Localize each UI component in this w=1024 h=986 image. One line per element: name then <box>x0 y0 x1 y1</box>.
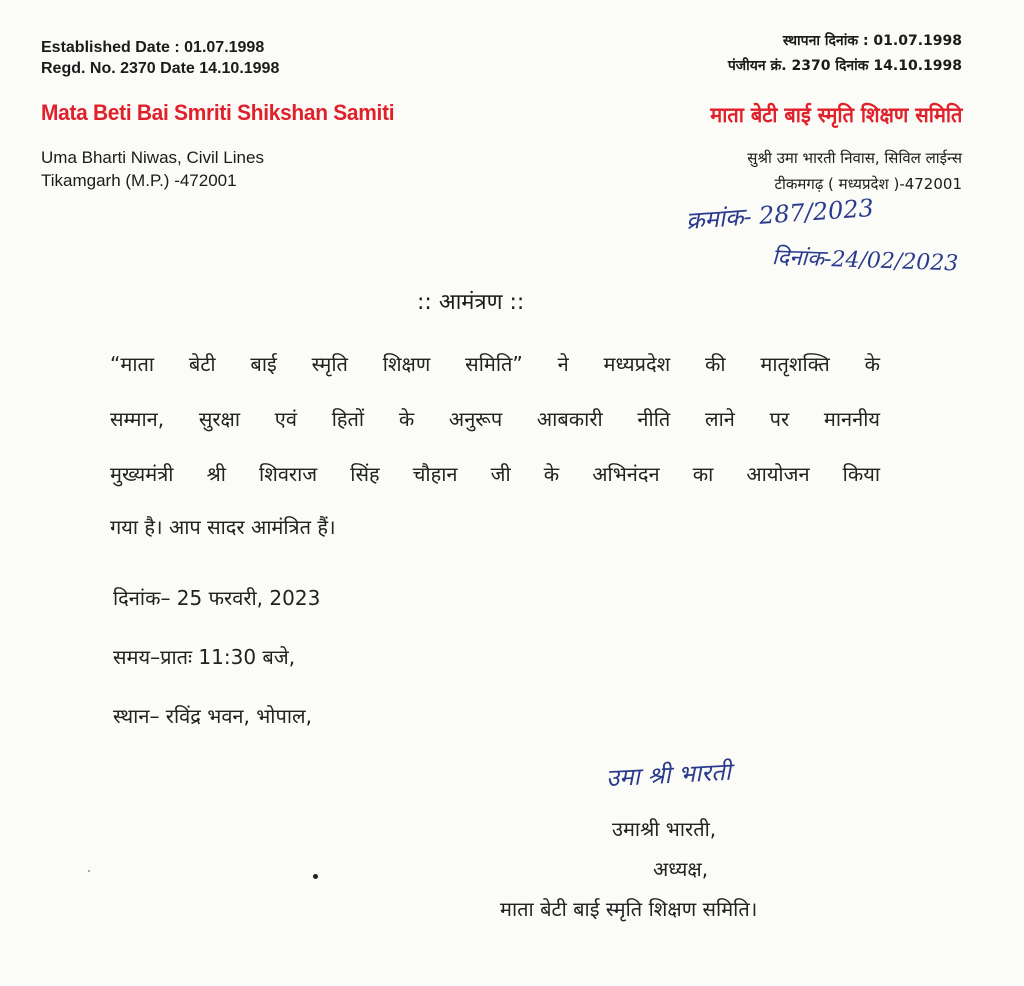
registration-en: Regd. No. 2370 Date 14.10.1998 <box>41 60 280 77</box>
address-line2-hi: टीकमगढ़ ( मध्यप्रदेश )-472001 <box>774 175 962 193</box>
paper-speck <box>88 870 90 872</box>
invitation-title: :: आमंत्रण :: <box>417 290 525 315</box>
event-date: दिनांक– 25 फरवरी, 2023 <box>113 586 321 610</box>
org-name-hi: माता बेटी बाई स्मृति शिक्षण समिति <box>709 103 962 127</box>
address-line1-hi: सुश्री उमा भारती निवास, सिविल लाईन्स <box>747 149 962 167</box>
established-date-en: Established Date : 01.07.1998 <box>41 39 265 56</box>
handwritten-ref-number: क्रमांक- 287/2023 <box>685 193 875 235</box>
body-line-4: गया है। आप सादर आमंत्रित हैं। <box>110 515 336 539</box>
handwritten-signature: उमा श्री भारती <box>605 757 732 793</box>
org-name-en: Mata Beti Bai Smriti Shikshan Samiti <box>41 100 395 125</box>
event-time: समय–प्रातः 11:30 बजे, <box>113 645 296 669</box>
body-line-3: मुख्यमंत्री श्री शिवराज सिंह चौहान जी के अभिनंदन का आयोजन किया <box>110 462 880 486</box>
signatory-organization: माता बेटी बाई स्मृति शिक्षण समिति। <box>500 897 758 921</box>
registration-hi: पंजीयन क्रं. 2370 दिनांक 14.10.1998 <box>727 58 962 74</box>
handwritten-ref-date: दिनांक-24/02/2023 <box>771 245 959 277</box>
paper-speck <box>313 874 318 879</box>
address-line1-en: Uma Bharti Niwas, Civil Lines <box>41 148 264 167</box>
body-line-2: सम्मान, सुरक्षा एवं हितों के अनुरूप आबकारी नीति लाने पर माननीय <box>110 407 880 431</box>
signatory-designation: अध्यक्ष, <box>653 857 709 881</box>
address-line2-en: Tikamgarh (M.P.) -472001 <box>41 171 237 190</box>
body-line-1: “माता बेटी बाई स्मृति शिक्षण समिति” ने मध्यप्रदेश की मातृशक्ति के <box>110 352 880 376</box>
established-date-hi: स्थापना दिनांक : 01.07.1998 <box>782 33 962 49</box>
signatory-name: उमाश्री भारती, <box>612 817 717 841</box>
event-venue: स्थान– रविंद्र भवन, भोपाल, <box>113 704 312 728</box>
